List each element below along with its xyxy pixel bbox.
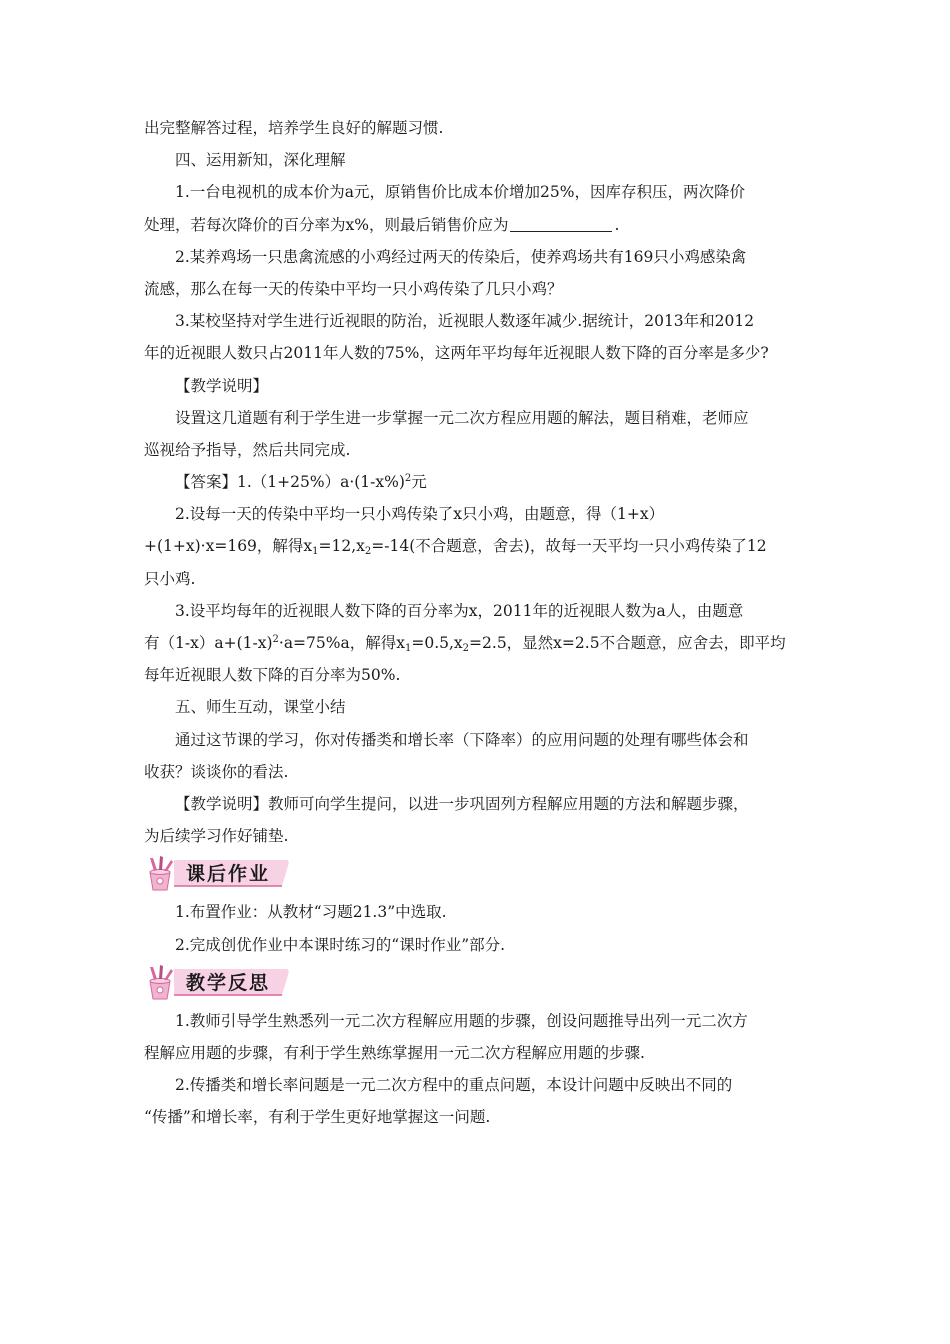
- text-line: 1.布置作业：从教材“习题21.3”中选取.: [175, 903, 447, 922]
- text-line: 巡视给予指导，然后共同完成.: [144, 440, 351, 459]
- text-line: 【教学说明】教师可向学生提问，以进一步巩固列方程解应用题的方法和解题步骤，: [175, 794, 749, 813]
- text-line: 1.教师引导学生熟悉列一元二次方程解应用题的步骤，创设问题推导出列一元二次方: [175, 1011, 748, 1030]
- text-line: 有$(1-x)a+(1-x)^2\cdot a=75\%a$，解得$x_1=0.5,x_2=2.5$，显然x=2.5不合题意，应舍去，即平均: [144, 634, 786, 654]
- text-line: 流感，那么在每一天的传染中平均一只小鸡传染了几只小鸡？: [144, 279, 563, 298]
- answer-blank: [510, 217, 612, 232]
- text-line: 出完整解答过程，培养学生良好的解题习惯.: [144, 119, 444, 137]
- text-line: “传播”和增长率，有利于学生更好地掌握这一问题.: [144, 1108, 491, 1127]
- text-line: 收获？谈谈你的看法.: [144, 762, 289, 781]
- text-line: 年的近视眼人数只占2011年人数的75%，这两年平均每年近视眼人数下降的百分率是多少?: [144, 344, 769, 363]
- text-line: 程解应用题的步骤，有利于学生熟练掌握用一元二次方程解应用题的步骤.: [144, 1043, 645, 1062]
- text-line: 3.设平均每年的近视眼人数下降的百分率为x，2011年的近视眼人数为a人，由题意: [175, 601, 744, 620]
- text-line: 1.一台电视机的成本价为a元，原销售价比成本价增加25%，因库存积压，两次降价: [175, 183, 745, 202]
- text-line: 通过这节课的学习，你对传播类和增长率（下降率）的应用问题的处理有哪些体会和: [175, 730, 749, 749]
- reflection-banner: [144, 965, 806, 1003]
- section-heading: 四、运用新知，深化理解: [175, 151, 346, 170]
- text-line: 2.完成创优作业中本课时练习的“课时作业”部分.: [175, 935, 506, 954]
- text-line: 只小鸡.: [144, 569, 196, 588]
- answer-line: 【答案】$1.(1+25\%)a\cdot(1-x\%)^2$元: [175, 473, 427, 492]
- section-label: 【教学说明】: [175, 376, 269, 395]
- text-line: 2.设每一天的传染中平均一只小鸡传染了x只小鸡，由题意，得（1+x）: [175, 505, 665, 524]
- text-line: +(1+x)·x=169，解得$x_1=12,x_2=-14$(不合题意，舍去)，故每一天平均一只小鸡传染了12: [144, 537, 767, 558]
- text-line: 为后续学习作好铺垫.: [144, 827, 289, 846]
- banner-title: 课后作业: [186, 863, 271, 886]
- banner-title: 教学反思: [186, 971, 271, 994]
- homework-banner: [144, 856, 806, 894]
- text-line: 处理，若每次降价的百分率为x%，则最后销售价应为 .: [144, 215, 620, 234]
- text-line: 3.某校坚持对学生进行近视眼的防治，近视眼人数逐年减少.据统计，2013年和2012: [175, 312, 755, 331]
- document-page: [144, 112, 806, 1133]
- text-line: 2.传播类和增长率问题是一元二次方程中的重点问题，本设计问题中反映出不同的: [175, 1076, 733, 1095]
- text-line: 每年近视眼人数下降的百分率为50%.: [144, 666, 401, 685]
- section-heading: 五、师生互动，课堂小结: [175, 698, 346, 717]
- text-line: 设置这几道题有利于学生进一步掌握一元二次方程应用题的解法，题目稍难，老师应: [175, 408, 749, 427]
- text-line: 2.某养鸡场一只患禽流感的小鸡经过两天的传染后，使养鸡场共有169只小鸡感染禽: [175, 247, 747, 266]
